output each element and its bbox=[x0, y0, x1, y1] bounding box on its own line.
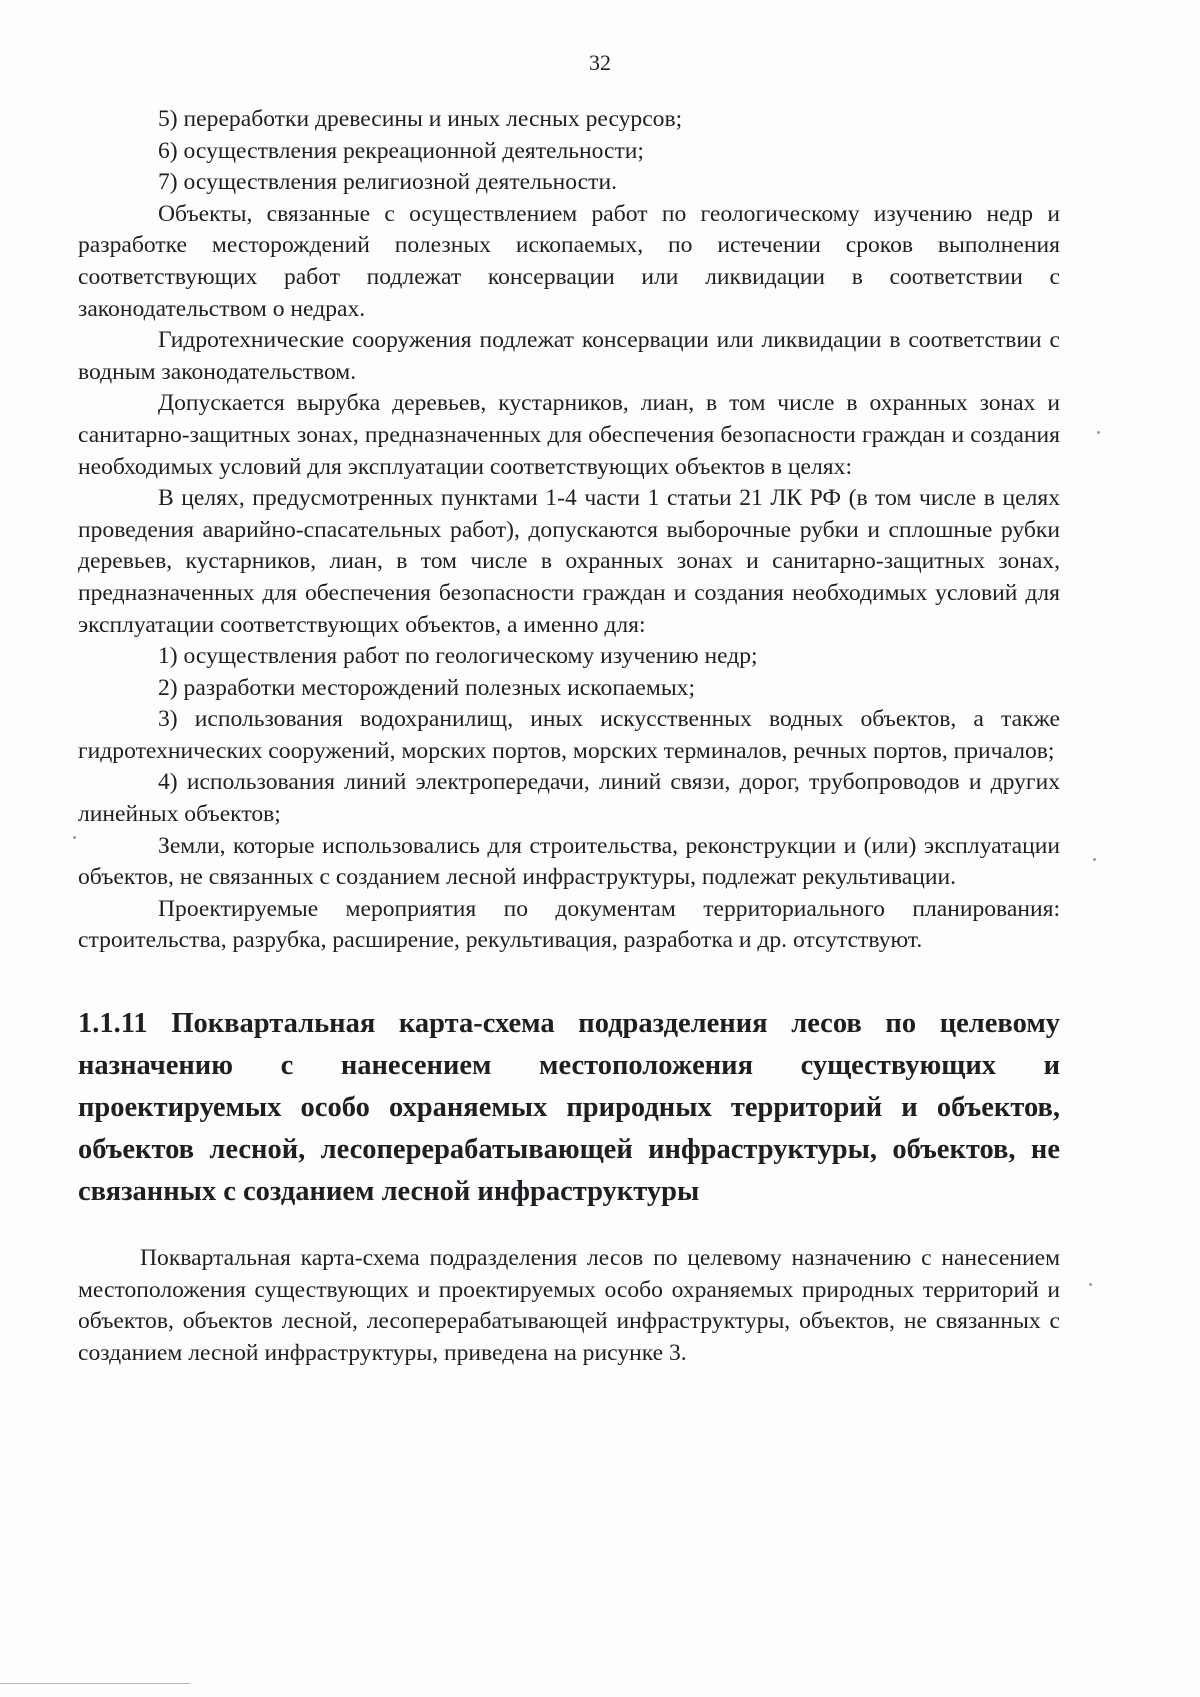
paragraph-land-recultivation: Земли, которые использовались для строительства, реконструкции и (или) эксплуатации объектов, не связанных с созданием лесной инфраструктуры, подлежат рекультивации. bbox=[78, 832, 1060, 891]
section-paragraph: Поквартальная карта-схема подразделения лесов по целевому назначению с нанесением местоположения существующих и проектируемых особо охраняемых природных территорий и объектов, объектов лесной, лесоперерабатывающей инфраструктуры, объектов, не связанных с созданием лесной инфраструктуры, приведена на рисунке 3. bbox=[78, 1245, 1060, 1366]
scan-speck bbox=[1097, 431, 1100, 434]
paragraph-geology-objects: Объекты, связанные с осуществлением работ по геологическому изучению недр и разработке месторождений полезных ископаемых, по истечении сроков выполнения соответствующих работ подлежат консервации или ликвидации в соответствии с законодательством о недрах. bbox=[78, 200, 1060, 322]
paragraph-felling-allowed: Допускается вырубка деревьев, кустарников, лиан, в том числе в охранных зонах и санитарно-защитных зонах, предназначенных для обеспечения безопасности граждан и создания необходимых условий для эксплуатации соответствующих объектов в целях: bbox=[78, 390, 1060, 480]
purpose-item-4: 4) использования линий электропередачи, линий связи, дорог, трубопроводов и других линейных объектов; bbox=[78, 769, 1060, 828]
scan-speck bbox=[1093, 858, 1096, 861]
list-item-6: 6) осуществления рекреационной деятельности; bbox=[158, 137, 644, 164]
paragraph-planned-measures: Проектируемые мероприятия по документам территориального планирования: строительства, разрубка, расширение, рекультивация, разработка и др. отсутствуют. bbox=[78, 895, 1060, 954]
bottom-edge-line bbox=[0, 1683, 190, 1684]
purpose-item-1: 1) осуществления работ по геологическому изучению недр; bbox=[158, 643, 758, 670]
scan-speck bbox=[73, 836, 76, 839]
paragraph-hydro-structures: Гидротехнические сооружения подлежат консервации или ликвидации в соответствии с водным законодательством. bbox=[78, 327, 1060, 385]
page-number: 32 bbox=[589, 50, 611, 75]
list-item-5: 5) переработки древесины и иных лесных ресурсов; bbox=[158, 106, 683, 132]
scan-speck bbox=[1089, 1283, 1092, 1286]
section-heading: 1.1.11 Поквартальная карта-схема подразделения лесов по целевому назначению с нанесением местоположения существующих и проектируемых особо охраняемых природных территорий и объектов, объектов лесной, лесоперерабатывающей инфраструктуры, объектов, не связанных с созданием лесной инфраструктуры bbox=[78, 1008, 1060, 1208]
paragraph-article-21: В целях, предусмотренных пунктами 1-4 части 1 статьи 21 ЛК РФ (в том числе в целях проведения аварийно-спасательных работ), допускаются выборочные рубки и сплошные рубки деревьев, кустарников, лиан, в том числе в охранных зонах и санитарно-защитных зонах, предназначенных для обеспечения безопасности граждан и создания необходимых условий для эксплуатации соответствующих объектов, а именно для: bbox=[78, 485, 1060, 638]
page-content bbox=[78, 104, 1060, 1369]
list-item-7: 7) осуществления религиозной деятельности. bbox=[158, 169, 617, 196]
purpose-item-2: 2) разработки месторождений полезных ископаемых; bbox=[158, 674, 696, 701]
purpose-item-3: 3) использования водохранилищ, иных искусственных водных объектов, а также гидротехнических сооружений, морских портов, морских терминалов, речных портов, причалов; bbox=[78, 706, 1060, 764]
